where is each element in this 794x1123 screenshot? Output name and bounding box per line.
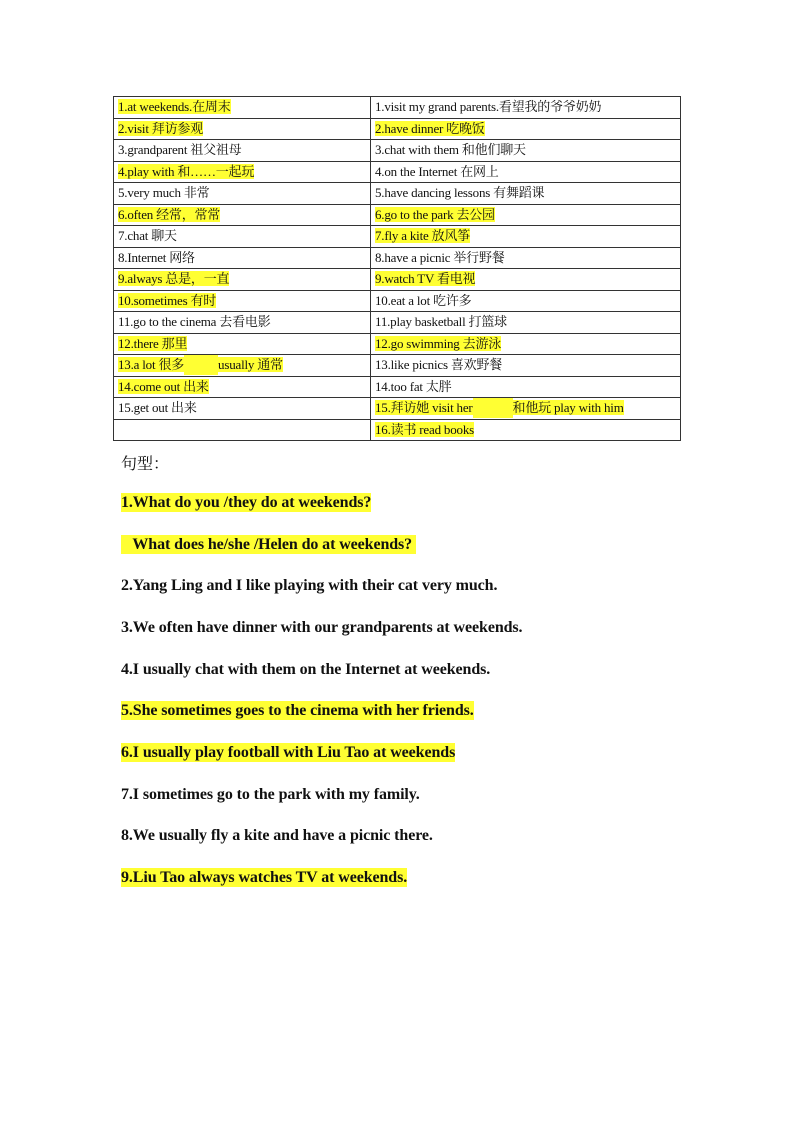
vocab-entry: 5.have dancing lessons 有舞蹈课 — [375, 185, 545, 201]
table-cell-left — [114, 183, 371, 205]
table-cell-left — [114, 419, 371, 441]
vocab-entry: 2.have dinner 吃晚饭 — [375, 120, 485, 136]
vocab-entry: 13.like picnics 喜欢野餐 — [375, 357, 503, 373]
vocab-entry: 14.come out 出来 — [118, 378, 209, 394]
table-cell-left — [114, 376, 371, 398]
vocab-entry: 9.always 总是，一直 — [118, 271, 230, 287]
spacer — [473, 398, 513, 418]
vocab-entry: 11.go to the cinema 去看电影 — [118, 314, 271, 330]
sentence-text: 1.What do you /they do at weekends? — [121, 494, 372, 511]
vocab-entry: 3.chat with them 和他们聊天 — [375, 142, 526, 158]
vocab-entry: 8.Internet 网络 — [118, 249, 195, 265]
vocab-entry: 5.very much 非常 — [118, 185, 210, 201]
sentence-text: 6.I usually play football with Liu Tao at weekends — [121, 744, 456, 761]
vocab-entry: 3.grandparent 祖父祖母 — [118, 142, 242, 158]
table-cell-left — [114, 204, 371, 226]
vocab-entry: 7.chat 聊天 — [118, 228, 177, 244]
table-cell-right — [371, 269, 681, 291]
sentence-line — [121, 492, 373, 514]
table-cell-right — [371, 419, 681, 441]
table-row — [114, 183, 681, 205]
table-row — [114, 333, 681, 355]
table-cell-right — [371, 204, 681, 226]
sentence-line — [121, 867, 409, 889]
vocab-entry: 16.读书 read books — [375, 421, 474, 437]
table-row — [114, 118, 681, 140]
vocab-entry: 14.too fat 太胖 — [375, 378, 452, 394]
table-cell-right — [371, 118, 681, 140]
vocab-entry-secondary: 和他玩 play with him — [512, 400, 624, 416]
table-cell-right — [371, 333, 681, 355]
table-row — [114, 140, 681, 162]
table-cell-left — [114, 269, 371, 291]
table-row — [114, 355, 681, 377]
vocabulary-table — [113, 96, 681, 441]
table-row — [114, 419, 681, 441]
vocab-entry: 6.often 经常，常常 — [118, 206, 221, 222]
vocab-entry: 4.on the Internet 在网上 — [375, 163, 499, 179]
vocab-entry: 1.at weekends.在周末 — [118, 99, 231, 115]
table-cell-right — [371, 376, 681, 398]
sentence-text: 7.I sometimes go to the park with my family. — [121, 786, 420, 803]
vocab-entry: 10.sometimes 有时 — [118, 292, 217, 308]
table-cell-right — [371, 161, 681, 183]
vocab-entry: 4.play with 和……一起玩 — [118, 163, 255, 179]
table-cell-right — [371, 312, 681, 334]
vocab-entry: 2.visit 拜访参观 — [118, 120, 203, 136]
vocab-entry: 15.get out 出来 — [118, 400, 197, 416]
table-cell-right — [371, 97, 681, 119]
table-row — [114, 97, 681, 119]
vocab-entry: 15.拜访她 visit her — [375, 400, 473, 416]
vocab-entry: 8.have a picnic 举行野餐 — [375, 249, 505, 265]
table-row — [114, 376, 681, 398]
sentence-line — [121, 659, 492, 681]
vocab-entry: 7.fly a kite 放风筝 — [375, 228, 471, 244]
table-row — [114, 247, 681, 269]
vocab-entry: 12.there 那里 — [118, 335, 188, 351]
sentence-text: 2.Yang Ling and I like playing with their cat very much. — [121, 577, 498, 594]
table-cell-right — [371, 290, 681, 312]
table-cell-left — [114, 97, 371, 119]
table-cell-left — [114, 355, 371, 377]
sentence-text: 9.Liu Tao always watches TV at weekends. — [121, 869, 408, 886]
table-row — [114, 161, 681, 183]
table-row — [114, 269, 681, 291]
table-cell-right — [371, 183, 681, 205]
vocab-entry: 13.a lot 很多 — [118, 357, 185, 373]
sentence-line — [121, 742, 457, 764]
table-cell-right — [371, 398, 681, 420]
vocab-entry: 10.eat a lot 吃许多 — [375, 292, 472, 308]
table-cell-right — [371, 355, 681, 377]
vocab-entry-secondary: usually 通常 — [218, 357, 283, 373]
table-cell-right — [371, 140, 681, 162]
table-row — [114, 290, 681, 312]
sentence-line — [121, 575, 499, 597]
table-cell-left — [114, 333, 371, 355]
vocab-entry: 12.go swimming 去游泳 — [375, 335, 502, 351]
table-cell-left — [114, 118, 371, 140]
table-row — [114, 398, 681, 420]
table-cell-left — [114, 226, 371, 248]
vocab-entry: 6.go to the park 去公园 — [375, 206, 495, 222]
sentence-text: What does he/she /Helen do at weekends? — [121, 536, 416, 553]
spacer — [184, 355, 218, 375]
table-row — [114, 312, 681, 334]
sentence-line — [121, 534, 418, 556]
table-cell-left — [114, 161, 371, 183]
table-cell-left — [114, 247, 371, 269]
table-cell-left — [114, 140, 371, 162]
sentence-text: 8.We usually fly a kite and have a picnic there. — [121, 827, 433, 844]
table-cell-left — [114, 398, 371, 420]
sentence-line — [121, 700, 476, 722]
table-row — [114, 226, 681, 248]
sentence-line — [121, 784, 422, 806]
vocab-entry: 1.visit my grand parents.看望我的爷爷奶奶 — [375, 99, 602, 115]
vocab-entry: 9.watch TV 看电视 — [375, 271, 476, 287]
sentence-text: 5.She sometimes goes to the cinema with her friends. — [121, 702, 474, 719]
sentence-text: 3.We often have dinner with our grandparents at weekends. — [121, 619, 523, 636]
table-cell-right — [371, 247, 681, 269]
section-title: 句型： — [121, 456, 170, 473]
sentence-line — [121, 825, 435, 847]
table-cell-left — [114, 312, 371, 334]
sentence-text: 4.I usually chat with them on the Internet at weekends. — [121, 661, 491, 678]
vocab-entry: 11.play basketball 打篮球 — [375, 314, 507, 330]
table-row — [114, 204, 681, 226]
table-cell-left — [114, 290, 371, 312]
sentence-line — [121, 617, 524, 639]
table-cell-right — [371, 226, 681, 248]
